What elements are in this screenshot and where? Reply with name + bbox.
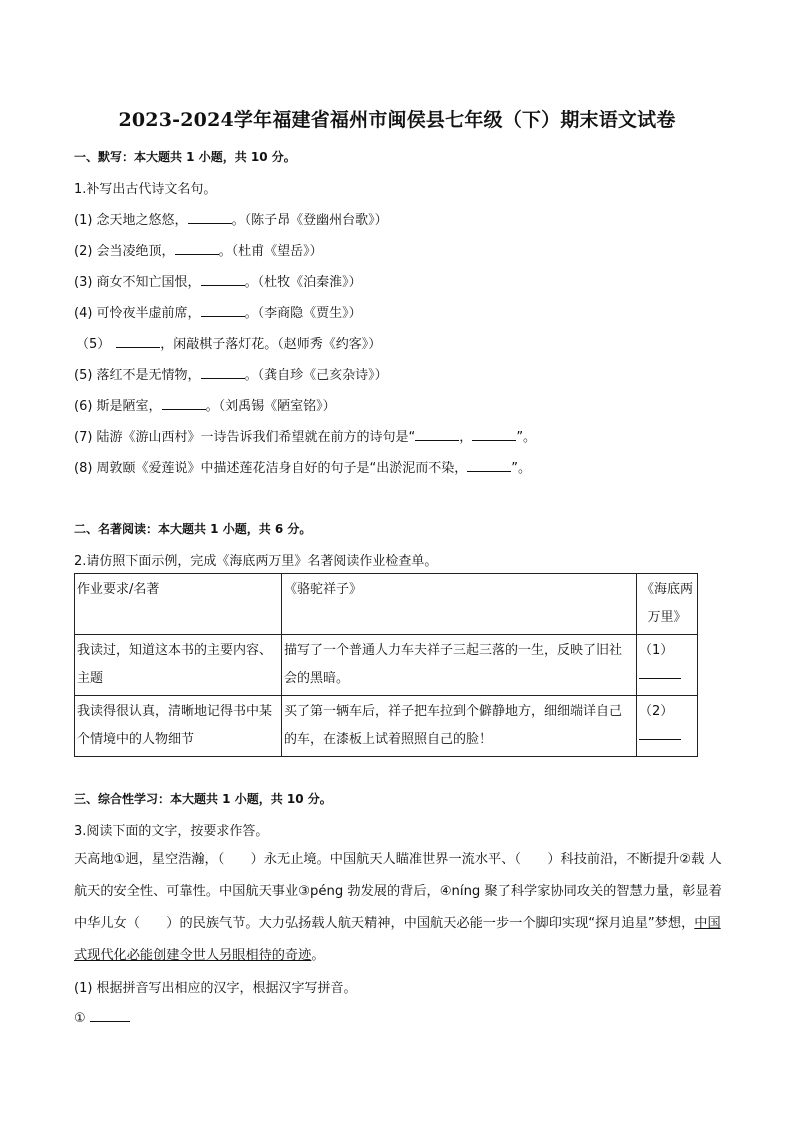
answer-blank[interactable] — [188, 210, 232, 224]
answer-line-1 — [74, 1008, 130, 1026]
poem-item-6-post: 。（刘禹锡《陋室铭》） — [205, 399, 336, 414]
table-cell: 我读得很认真，清晰地记得书中某个情境中的人物细节 — [75, 696, 282, 757]
question-3-prompt: 3.阅读下面的文字，按要求作答。 — [74, 824, 269, 839]
question-1-prompt: 1.补写出古代诗文名句。 — [74, 182, 217, 197]
answer-marker: ① — [74, 1011, 86, 1026]
table-row — [75, 635, 698, 696]
section-3-heading: 三、综合性学习：本大题共 1 小题，共 10 分。 — [74, 792, 332, 806]
poem-item-7-pre: (7) 陆游《游山西村》一诗告诉我们希望就在前方的诗句是“ — [74, 430, 416, 445]
answer-blank[interactable] — [175, 241, 219, 255]
answer-blank[interactable] — [201, 303, 245, 317]
table-answer-label: （1） — [639, 643, 674, 658]
poem-item-6 — [74, 395, 336, 414]
table-answer-cell[interactable] — [637, 635, 698, 696]
passage-underlined-sentence: 中国式现代化必能创建令世人另眼相待的奇迹 — [74, 916, 721, 963]
poem-item-8 — [74, 457, 531, 476]
answer-blank[interactable] — [639, 726, 681, 740]
reading-passage — [74, 844, 722, 972]
poem-item-8-pre: (8) 周敦颐《爱莲说》中描述莲花洁身自好的句子是“出淤泥而不染， — [74, 461, 468, 476]
poem-item-4 — [74, 302, 362, 321]
poem-item-3-post: 。（杜牧《泊秦淮》） — [244, 275, 362, 290]
poem-item-7-mid: ， — [459, 430, 473, 445]
exam-title: 2023-2024学年福建省福州市闽侯县七年级（下）期末语文试卷 — [118, 109, 676, 131]
answer-blank[interactable] — [90, 1008, 130, 1022]
poem-item-5a-pre: （5） — [76, 337, 111, 352]
reading-check-table — [74, 573, 698, 757]
poem-item-5a-post: ，闲敲棋子落灯花。（赵师秀《约客》） — [160, 337, 382, 352]
section-1-heading: 一、默写：本大题共 1 小题，共 10 分。 — [74, 150, 296, 164]
poem-item-4-pre: (4) 可怜夜半虚前席， — [74, 306, 201, 321]
poem-item-5b-post: 。（龚自珍《己亥杂诗》） — [244, 368, 388, 383]
section-2-heading: 二、名著阅读：本大题共 1 小题，共 6 分。 — [74, 522, 312, 536]
table-cell: 描写了一个普通人力车夫祥子三起三落的一生，反映了旧社会的黑暗。 — [282, 635, 637, 696]
poem-item-7-post: ”。 — [516, 430, 537, 445]
poem-item-1-pre: (1) 念天地之悠悠， — [74, 213, 188, 228]
sub-question-1: (1) 根据拼音写出相应的汉字，根据汉字写拼音。 — [74, 981, 357, 996]
passage-end: 。 — [311, 948, 325, 963]
poem-item-1-post: 。（陈子昂《登幽州台歌》） — [231, 213, 388, 228]
answer-blank[interactable] — [472, 427, 516, 441]
poem-item-1 — [74, 209, 388, 228]
poem-item-2 — [74, 240, 323, 259]
answer-blank[interactable] — [201, 272, 245, 286]
poem-item-5b — [74, 364, 388, 383]
answer-blank[interactable] — [639, 665, 681, 679]
table-header-cell: 作业要求/名著 — [75, 574, 282, 635]
poem-item-8-post: ”。 — [511, 461, 532, 476]
answer-blank[interactable] — [415, 427, 459, 441]
poem-item-3 — [74, 271, 362, 290]
passage-text: 天高地①迥，星空浩瀚，（ ）永无止境。中国航天人瞄准世界一流水平、（ ）科技前沿，不断提升②载 人航天的安全性、可靠性。中国航天事业③péng 勃发展的背后，④níng 聚了科学家协同攻关的智慧力量，彰显着中华儿女（ ）的民族气节。大力弘扬载人航天精神，中国航天必能一步一个脚印实现“探月追星”梦想， — [74, 852, 722, 931]
poem-item-5a — [76, 333, 381, 352]
table-row — [75, 696, 698, 757]
table-cell: 买了第一辆车后，祥子把车拉到个僻静地方，细细端详自己的车，在漆板上试着照照自己的脸！ — [282, 696, 637, 757]
table-answer-label: （2） — [639, 704, 674, 719]
table-header-cell: 《海底两万里》 — [637, 574, 698, 635]
poem-item-5b-pre: (5) 落红不是无情物， — [74, 368, 201, 383]
poem-item-2-pre: (2) 会当凌绝顶， — [74, 244, 175, 259]
answer-blank[interactable] — [467, 458, 511, 472]
question-2-prompt: 2.请仿照下面示例，完成《海底两万里》名著阅读作业检查单。 — [74, 554, 438, 569]
poem-item-7 — [74, 426, 536, 445]
answer-blank[interactable] — [201, 365, 245, 379]
answer-blank[interactable] — [116, 334, 160, 348]
table-header-cell: 《骆驼祥子》 — [282, 574, 637, 635]
table-cell: 我读过，知道这本书的主要内容、主题 — [75, 635, 282, 696]
poem-item-6-pre: (6) 斯是陋室， — [74, 399, 162, 414]
poem-item-4-post: 。（李商隐《贾生》） — [244, 306, 362, 321]
table-header-row — [75, 574, 698, 635]
poem-item-2-post: 。（杜甫《望岳》） — [218, 244, 323, 259]
table-answer-cell[interactable] — [637, 696, 698, 757]
answer-blank[interactable] — [162, 396, 206, 410]
poem-item-3-pre: (3) 商女不知亡国恨， — [74, 275, 201, 290]
